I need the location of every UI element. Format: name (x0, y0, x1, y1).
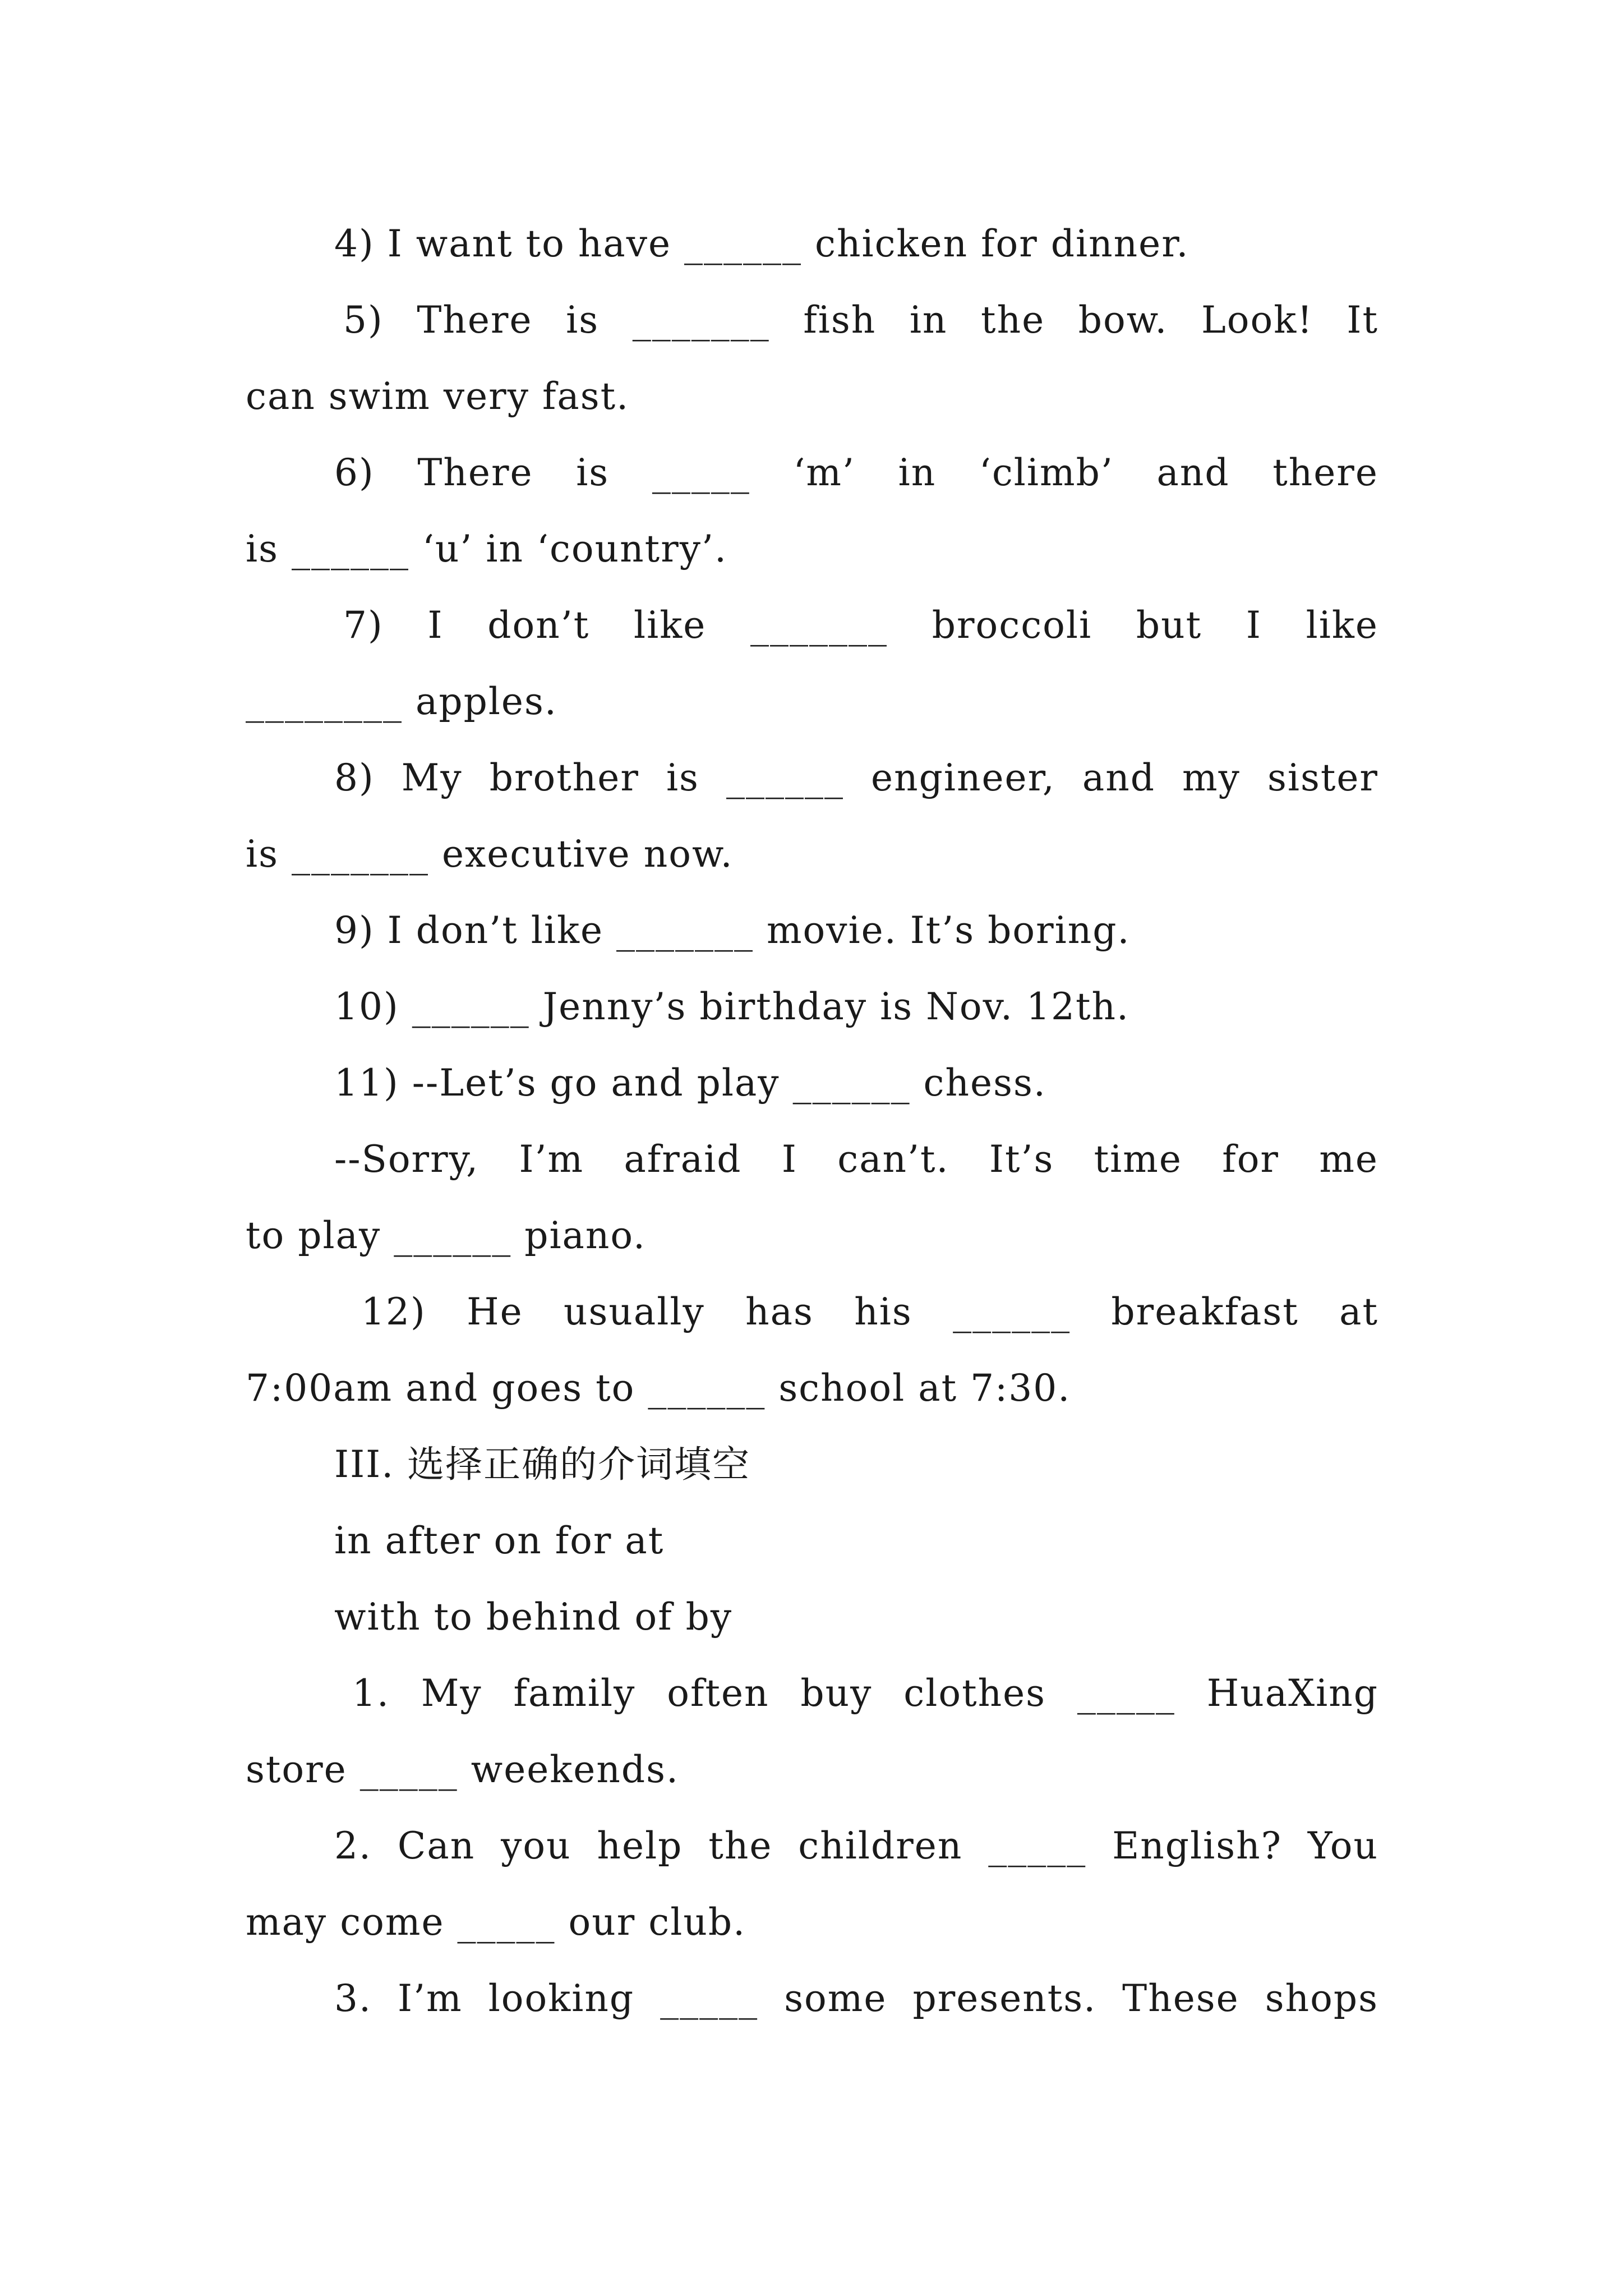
word: time (1094, 1138, 1182, 1181)
text-line (334, 448, 1378, 498)
word: 5) (343, 298, 384, 342)
word: 2. (334, 1824, 372, 1867)
text-line: 4) I want to have ______ chicken for dinner. (334, 222, 1189, 265)
word: I’m (519, 1138, 584, 1181)
word: my (1182, 756, 1241, 799)
text-line: 10) ______ Jenny’s birthday is Nov. 12th. (334, 985, 1129, 1028)
word: 6) (334, 451, 375, 494)
word: has (745, 1290, 814, 1333)
word: children (798, 1824, 963, 1867)
word: fish (803, 298, 877, 342)
section-heading: III. 选择正确的介词填空 (334, 1443, 751, 1486)
word: 8) (334, 756, 375, 799)
word: ‘climb’ (979, 451, 1114, 494)
text-line: is _______ executive now. (246, 832, 734, 876)
word: is (566, 298, 600, 342)
word: It’s (989, 1138, 1054, 1181)
word: is (576, 451, 610, 494)
word: I (781, 1138, 797, 1181)
word: clothes (903, 1672, 1046, 1715)
word: like (633, 604, 707, 647)
word: there (1272, 451, 1378, 494)
word: English? (1112, 1824, 1283, 1867)
word: _____ (988, 1824, 1087, 1867)
text-line (352, 1668, 1378, 1719)
word: looking (488, 1977, 635, 2020)
word: and (1082, 756, 1155, 799)
word: ______ (726, 756, 844, 799)
word: buy (800, 1672, 873, 1715)
word: the (708, 1824, 773, 1867)
word: _____ (660, 1977, 759, 2020)
word: These (1122, 1977, 1239, 2020)
word: Look! (1201, 298, 1313, 342)
word: Can (397, 1824, 476, 1867)
word: There (417, 298, 533, 342)
word: afraid (624, 1138, 742, 1181)
word: My (401, 756, 463, 799)
text-line: ________ apples. (246, 680, 557, 723)
text-line (334, 1134, 1378, 1185)
word: his (854, 1290, 912, 1333)
word: ______ (953, 1290, 1071, 1333)
text-line (361, 1287, 1378, 1337)
word: I (427, 604, 444, 647)
word-bank-row: in after on for at (334, 1519, 665, 1562)
word: can’t. (837, 1138, 949, 1181)
word: I (1246, 604, 1262, 647)
word: don’t (487, 604, 590, 647)
text-line: 9) I don’t like _______ movie. It’s boring. (334, 909, 1131, 952)
word: He (467, 1290, 523, 1333)
text-line: 11) --Let’s go and play ______ chess. (334, 1061, 1046, 1105)
text-line (343, 600, 1378, 651)
word: 1. (352, 1672, 390, 1715)
word: usually (564, 1290, 705, 1333)
word: some (784, 1977, 887, 2020)
word: brother (489, 756, 639, 799)
word: _____ (1077, 1672, 1175, 1715)
text-line: 7:00am and goes to ______ school at 7:30. (246, 1366, 1071, 1410)
word: but (1136, 604, 1202, 647)
word: family (513, 1672, 636, 1715)
text-line: to play ______ piano. (246, 1214, 646, 1257)
word: 12) (361, 1290, 426, 1333)
word: ‘m’ (793, 451, 855, 494)
word: sister (1267, 756, 1378, 799)
word: breakfast (1111, 1290, 1299, 1333)
word: 7) (343, 604, 384, 647)
word: broccoli (932, 604, 1092, 647)
text-line (343, 295, 1378, 346)
word: HuaXing (1206, 1672, 1378, 1715)
word: in (909, 298, 948, 342)
word: 3. (334, 1977, 372, 2020)
text-line: can swim very fast. (246, 375, 630, 418)
text-line (334, 753, 1378, 803)
word: bow. (1078, 298, 1168, 342)
word: for (1222, 1138, 1279, 1181)
word: My (421, 1672, 482, 1715)
word: the (981, 298, 1045, 342)
word: --Sorry, (334, 1138, 479, 1181)
word: and (1156, 451, 1230, 494)
word: you (501, 1824, 571, 1867)
word-bank-row: with to behind of by (334, 1595, 733, 1639)
text-line: store _____ weekends. (246, 1748, 679, 1791)
word: _____ (652, 451, 750, 494)
word: shops (1265, 1977, 1378, 2020)
word: You (1307, 1824, 1378, 1867)
word: help (597, 1824, 683, 1867)
word: engineer, (871, 756, 1055, 799)
word: like (1306, 604, 1378, 647)
word: There (417, 451, 533, 494)
word: _______ (632, 298, 770, 342)
word: is (666, 756, 699, 799)
text-line: is ______ ‘u’ in ‘country’. (246, 527, 727, 570)
word: often (667, 1672, 769, 1715)
word: I’m (398, 1977, 463, 2020)
text-line: may come _____ our club. (246, 1901, 746, 1944)
word: in (898, 451, 937, 494)
text-line (334, 1973, 1378, 2024)
word: me (1319, 1138, 1378, 1181)
word: presents. (912, 1977, 1097, 2020)
word: _______ (750, 604, 888, 647)
text-line (334, 1821, 1378, 1871)
word: at (1339, 1290, 1378, 1333)
word: It (1347, 298, 1378, 342)
